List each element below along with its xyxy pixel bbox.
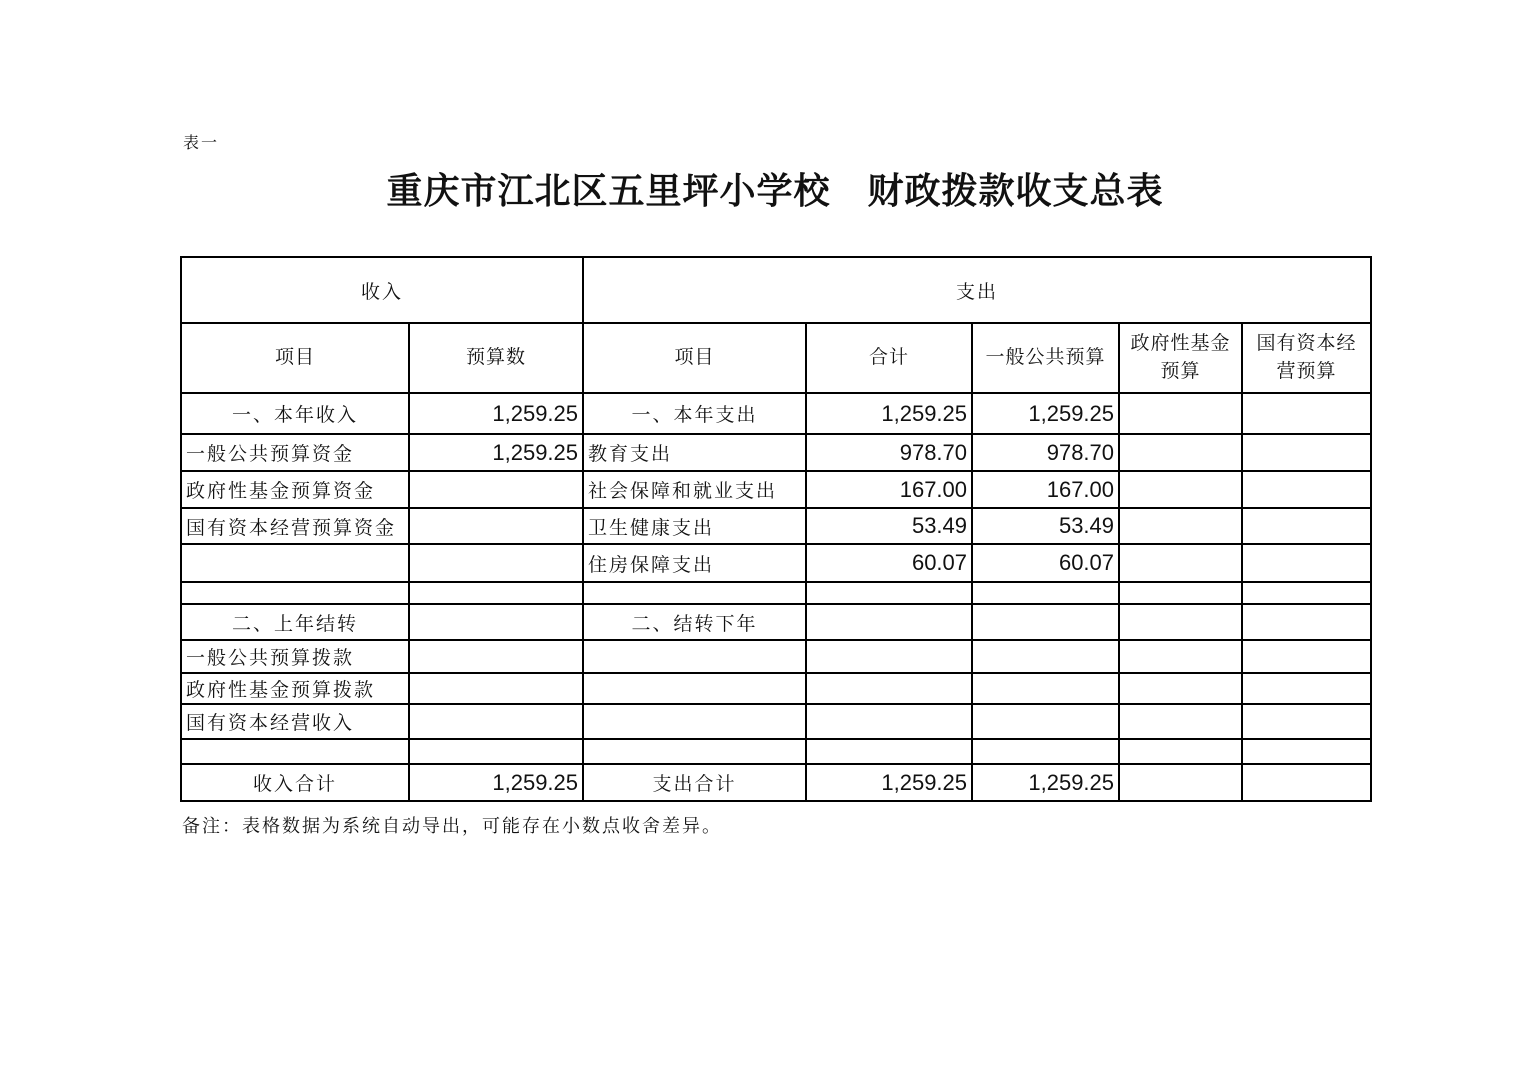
table-row [181, 764, 1371, 801]
cell-income-item: 国有资本经营收入 [181, 704, 409, 739]
cell-expenditure-state-capital-budget [1242, 582, 1371, 604]
col-header-state-capital-budget: 国有资本经营预算 [1242, 323, 1371, 393]
cell-income-item: 政府性基金预算拨款 [181, 673, 409, 704]
cell-expenditure-item [583, 704, 806, 739]
cell-expenditure-gov-fund-budget [1119, 739, 1242, 764]
expenditure-group-header: 支出 [583, 257, 1371, 323]
cell-expenditure-total: 53.49 [806, 508, 972, 544]
table-row [181, 739, 1371, 764]
income-group-header: 收入 [181, 257, 583, 323]
cell-expenditure-general-budget [972, 582, 1119, 604]
cell-expenditure-state-capital-budget [1242, 640, 1371, 673]
cell-expenditure-gov-fund-budget [1119, 544, 1242, 582]
cell-expenditure-state-capital-budget [1242, 673, 1371, 704]
cell-income-item: 一、本年收入 [181, 393, 409, 434]
table-row [181, 508, 1371, 544]
cell-expenditure-total [806, 604, 972, 640]
cell-expenditure-state-capital-budget [1242, 544, 1371, 582]
table-row [181, 704, 1371, 739]
cell-expenditure-general-budget: 1,259.25 [972, 393, 1119, 434]
cell-expenditure-item: 教育支出 [583, 434, 806, 471]
cell-expenditure-state-capital-budget [1242, 393, 1371, 434]
cell-expenditure-general-budget: 1,259.25 [972, 764, 1119, 801]
column-header-row [181, 323, 1371, 393]
cell-income-item: 一般公共预算资金 [181, 434, 409, 471]
table-row [181, 582, 1371, 604]
cell-income-item [181, 582, 409, 604]
cell-income-total-value: 1,259.25 [409, 764, 583, 801]
cell-expenditure-total [806, 704, 972, 739]
cell-income-item: 国有资本经营预算资金 [181, 508, 409, 544]
col-header-total: 合计 [806, 323, 972, 393]
cell-expenditure-gov-fund-budget [1119, 673, 1242, 704]
cell-expenditure-item: 卫生健康支出 [583, 508, 806, 544]
col-header-expenditure-item: 项目 [583, 323, 806, 393]
cell-expenditure-item [583, 739, 806, 764]
cell-income-budget [409, 739, 583, 764]
cell-expenditure-item [583, 582, 806, 604]
cell-expenditure-total: 167.00 [806, 471, 972, 508]
cell-expenditure-state-capital-budget [1242, 704, 1371, 739]
cell-expenditure-general-budget: 60.07 [972, 544, 1119, 582]
cell-expenditure-total-label: 支出合计 [583, 764, 806, 801]
cell-expenditure-total: 60.07 [806, 544, 972, 582]
cell-expenditure-gov-fund-budget [1119, 640, 1242, 673]
cell-income-budget: 1,259.25 [409, 393, 583, 434]
table-row [181, 604, 1371, 640]
cell-income-budget: 1,259.25 [409, 434, 583, 471]
cell-expenditure-general-budget: 53.49 [972, 508, 1119, 544]
table-row [181, 434, 1371, 471]
cell-income-total-label: 收入合计 [181, 764, 409, 801]
table-label: 表一 [183, 135, 220, 152]
col-header-budget-amount: 预算数 [409, 323, 583, 393]
cell-income-item: 政府性基金预算资金 [181, 471, 409, 508]
cell-income-item [181, 739, 409, 764]
cell-expenditure-state-capital-budget [1242, 764, 1371, 801]
table-row [181, 640, 1371, 673]
cell-expenditure-total [806, 739, 972, 764]
cell-expenditure-total: 1,259.25 [806, 393, 972, 434]
cell-expenditure-item: 社会保障和就业支出 [583, 471, 806, 508]
cell-expenditure-general-budget: 978.70 [972, 434, 1119, 471]
col-header-income-item: 项目 [181, 323, 409, 393]
cell-income-item: 一般公共预算拨款 [181, 640, 409, 673]
cell-expenditure-total: 978.70 [806, 434, 972, 471]
cell-expenditure-state-capital-budget [1242, 739, 1371, 764]
cell-expenditure-gov-fund-budget [1119, 434, 1242, 471]
cell-expenditure-total: 1,259.25 [806, 764, 972, 801]
cell-income-budget [409, 544, 583, 582]
cell-expenditure-general-budget: 167.00 [972, 471, 1119, 508]
cell-expenditure-state-capital-budget [1242, 471, 1371, 508]
cell-expenditure-general-budget [972, 673, 1119, 704]
cell-expenditure-gov-fund-budget [1119, 704, 1242, 739]
cell-expenditure-total [806, 673, 972, 704]
cell-expenditure-general-budget [972, 704, 1119, 739]
table-row [181, 544, 1371, 582]
cell-expenditure-gov-fund-budget [1119, 604, 1242, 640]
cell-income-budget [409, 508, 583, 544]
cell-income-budget [409, 704, 583, 739]
page-title: 重庆市江北区五里坪小学校 财政拨款收支总表 [386, 171, 1164, 211]
cell-expenditure-item [583, 673, 806, 704]
table-row [181, 673, 1371, 704]
cell-expenditure-total [806, 640, 972, 673]
cell-expenditure-item: 一、本年支出 [583, 393, 806, 434]
cell-expenditure-state-capital-budget [1242, 508, 1371, 544]
cell-expenditure-state-capital-budget [1242, 434, 1371, 471]
cell-expenditure-gov-fund-budget [1119, 393, 1242, 434]
table-row [181, 471, 1371, 508]
cell-expenditure-state-capital-budget [1242, 604, 1371, 640]
cell-income-item [181, 544, 409, 582]
cell-expenditure-gov-fund-budget [1119, 508, 1242, 544]
cell-income-item: 二、上年结转 [181, 604, 409, 640]
footnote: 备注：表格数据为系统自动导出，可能存在小数点收舍差异。 [182, 816, 722, 836]
cell-expenditure-general-budget [972, 604, 1119, 640]
finance-summary-table [180, 256, 1372, 802]
col-header-general-public-budget: 一般公共预算 [972, 323, 1119, 393]
cell-expenditure-general-budget [972, 640, 1119, 673]
cell-income-budget [409, 471, 583, 508]
cell-income-budget [409, 640, 583, 673]
table-row [181, 393, 1371, 434]
col-header-gov-fund-budget: 政府性基金预算 [1119, 323, 1242, 393]
cell-expenditure-gov-fund-budget [1119, 764, 1242, 801]
cell-income-budget [409, 604, 583, 640]
cell-expenditure-item: 二、结转下年 [583, 604, 806, 640]
cell-expenditure-gov-fund-budget [1119, 471, 1242, 508]
cell-income-budget [409, 673, 583, 704]
cell-expenditure-gov-fund-budget [1119, 582, 1242, 604]
cell-expenditure-total [806, 582, 972, 604]
cell-expenditure-item: 住房保障支出 [583, 544, 806, 582]
group-header-row [181, 257, 1371, 323]
cell-income-budget [409, 582, 583, 604]
cell-expenditure-item [583, 640, 806, 673]
cell-expenditure-general-budget [972, 739, 1119, 764]
